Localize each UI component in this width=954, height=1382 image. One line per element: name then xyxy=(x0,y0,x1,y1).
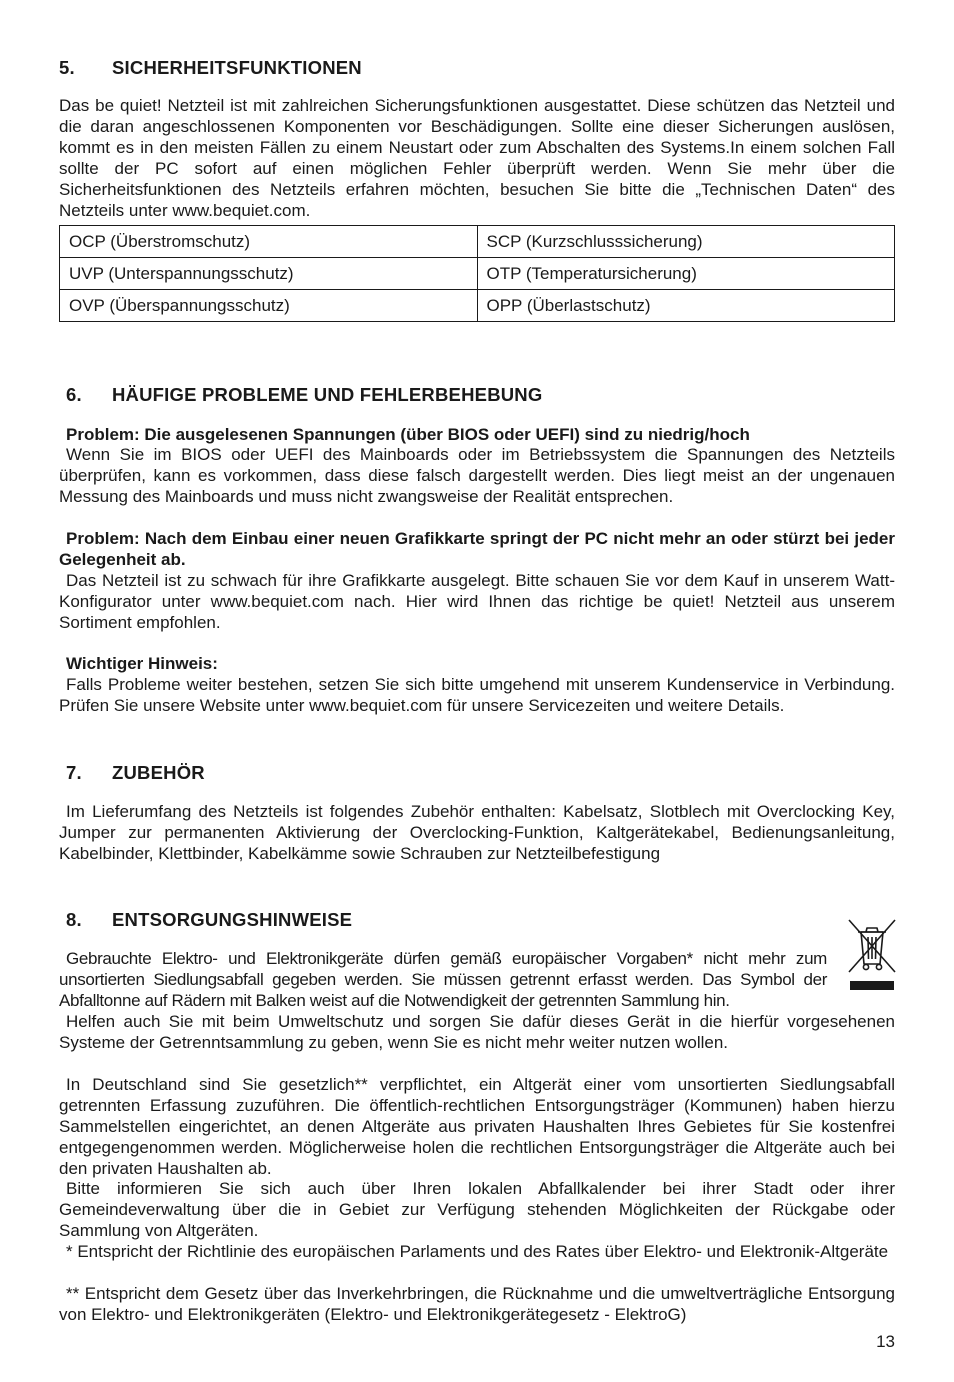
footnote-1: * Entspricht der Richtlinie des europäischen Parlaments und des Rates über Elektro- und Elektronik-Altgeräte xyxy=(66,1242,889,1261)
section-title: HÄUFIGE PROBLEME UND FEHLERBEHEBUNG xyxy=(112,384,543,405)
protection-table-cell: SCP (Kurzschlusssicherung) xyxy=(477,226,895,258)
section-number: 7. xyxy=(66,762,82,783)
section-number: 5. xyxy=(59,57,75,78)
page-number: 13 xyxy=(876,1332,895,1351)
section-number: 6. xyxy=(66,384,82,405)
protection-table-cell: OVP (Überspannungsschutz) xyxy=(60,290,478,322)
section-7-body: Im Lieferumfang des Netzteils ist folgendes Zubehör enthalten: Kabelsatz, Slotblech mit Overclocking Key, Jumper zur permanenten Aktivierung der Overclocking-Funktion, Kaltgerätekabel, Bedienungsanleitung, Kabelbinder, Klettbinder, Kabelkämme sowie Schrauben zur Netzteilbefestigung xyxy=(59,802,895,863)
protection-table-cell: UVP (Unterspannungsschutz) xyxy=(60,258,478,290)
disposal-paragraph-2: Helfen auch Sie mit beim Umweltschutz und sorgen Sie dafür dieses Gerät in die hierfür vorgesehenen Systeme der Getrenntsammlung zu geben, wenn Sie es nicht mehr weiter nutzen wollen. xyxy=(59,1012,895,1052)
protection-table-row xyxy=(60,226,895,258)
protection-table-cell: OCP (Überstromschutz) xyxy=(60,226,478,258)
section-5-body: Das be quiet! Netzteil ist mit zahlreichen Sicherungsfunktionen ausgestattet. Diese schützen das Netzteil und die daran angeschlossenen Komponenten vor Beschädigungen. Sollte eine dieser Sicherungen auslösen, kommt es in den meisten Fällen zu einem Neustart oder zum Abschalten des Systems.In einem solchen Fall sollte der PC sofort auf einen möglichen Fehler überprüft werden. Wenn Sie mehr über die Sicherheitsfunktionen des Netzteils erfahren möchten, besuchen Sie bitte die „Technischen Daten“ des Netzteils unter www.bequiet.com. xyxy=(59,96,895,220)
protection-table-row xyxy=(60,290,895,322)
disposal-paragraph-1: Gebrauchte Elektro- und Elektronikgeräte dürfen gemäß europäischer Vorgaben* nicht mehr zum unsortierten Siedlungsabfall gegeben werden. Sie müssen getrennt erfasst werden. Das Symbol der Abfalltonne auf Rädern mit Balken weist auf die Notwendigkeit der getrennten Sammlung hin. xyxy=(59,949,827,1010)
section-6-heading xyxy=(66,384,542,406)
problem-1-title: Problem: Die ausgelesenen Spannungen (über BIOS oder UEFI) sind zu niedrig/hoch xyxy=(66,425,750,444)
problem-1-body: Wenn Sie im BIOS oder UEFI des Mainboards oder im Betriebssystem die Spannungen des Netzteils überprüfen, kann es vorkommen, dass diese falsch dargestellt werden. Dies liegt meist an der ungenauen Messung des Mainboards und muss nicht zwangsweise der Realität entsprechen. xyxy=(59,445,895,506)
disposal-paragraph-3: In Deutschland sind Sie gesetzlich** verpflichtet, ein Altgerät einer vom unsortierten Siedlungsabfall getrennten Erfassung zuzuführen. Die öffentlich-rechtlichen Entsorgungsträger (Kommunen) haben hierzu Sammelstellen eingerichtet, an denen Altgeräte aus privaten Haushalten Ihres Gebietes für Sie kostenfrei entgegengenommen werden. Möglicherweise holen die rechtlichen Entsorgungsträger die Altgeräte auch bei den privaten Haushalten ab. xyxy=(59,1075,895,1178)
section-title: SICHERHEITSFUNKTIONEN xyxy=(112,57,362,78)
section-number: 8. xyxy=(66,909,82,930)
section-title: ZUBEHÖR xyxy=(112,762,205,783)
protection-table-cell: OPP (Überlastschutz) xyxy=(477,290,895,322)
crossed-out-wheelie-bin-icon xyxy=(847,918,897,994)
problem-2-body: Das Netzteil ist zu schwach für ihre Grafikkarte ausgelegt. Bitte schauen Sie vor dem Kauf in unserem Watt-Konfigurator unter www.bequiet.com nach. Hier wird Ihnen das richtige be quiet! Netzteil aus unserem Sortiment empfohlen. xyxy=(59,571,895,632)
section-8-heading xyxy=(66,909,352,931)
protection-table xyxy=(59,225,895,322)
protection-table-row xyxy=(60,258,895,290)
section-5-heading xyxy=(59,57,362,79)
disposal-paragraph-4: Bitte informieren Sie sich auch über Ihren lokalen Abfallkalender bei ihrer Stadt oder ihrer Gemeindeverwaltung über die in Gebiet zur Verfügung stehenden Möglichkeiten der Rückgabe oder Sammlung von Altgeräten. xyxy=(59,1179,895,1240)
protection-table-cell: OTP (Temperatursicherung) xyxy=(477,258,895,290)
section-7-heading xyxy=(66,762,205,784)
problem-2-title: Problem: Nach dem Einbau einer neuen Grafikkarte springt der PC nicht mehr an oder stürzt bei jeder Gelegenheit ab. xyxy=(59,529,895,569)
note-title: Wichtiger Hinweis: xyxy=(66,654,218,673)
note-body: Falls Probleme weiter bestehen, setzen Sie sich bitte umgehend mit unserem Kundenservice in Verbindung. Prüfen Sie unsere Website unter www.bequiet.com für unsere Servicezeiten und weitere Details. xyxy=(59,675,895,715)
footnote-2: ** Entspricht dem Gesetz über das Inverkehrbringen, die Rücknahme und die umweltverträgliche Entsorgung von Elektro- und Elektronikgeräten (Elektro- und Elektronikgerätegesetz - ElektroG) xyxy=(59,1284,895,1324)
section-title: ENTSORGUNGSHINWEISE xyxy=(112,909,353,930)
